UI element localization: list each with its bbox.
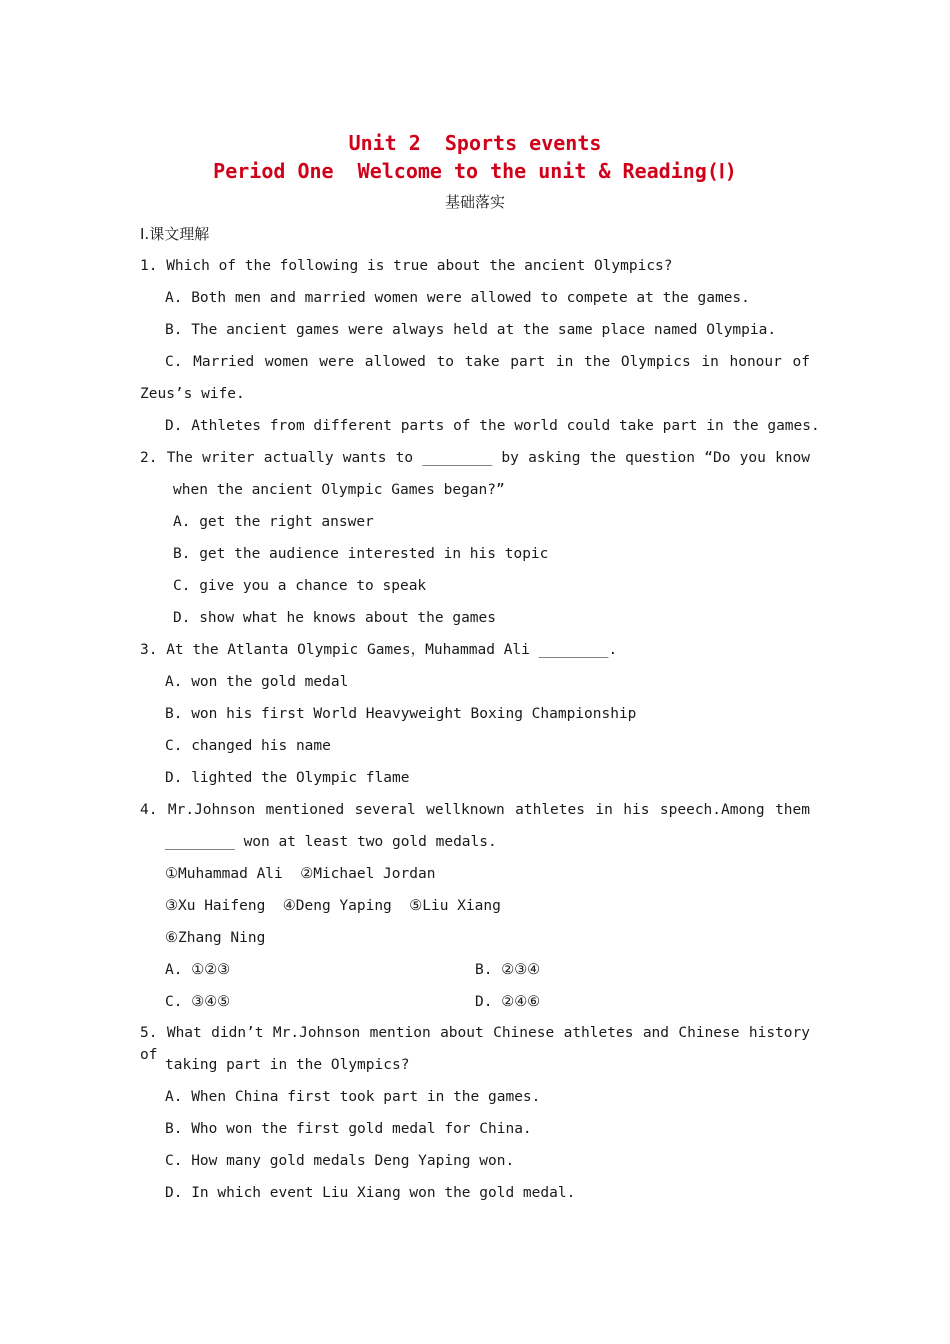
option-a: A. get the right answer	[173, 514, 374, 530]
option-d: D. lighted the Olympic flame	[165, 770, 410, 786]
option-a: A. won the gold medal	[165, 674, 349, 690]
question-stem: 4. Mr.Johnson mentioned several wellknown athletes in his speech.Among them	[140, 802, 810, 818]
option-b: B. The ancient games were always held at the same place named Olympia.	[165, 322, 777, 338]
question-stem-continued: ________ won at least two gold medals.	[165, 834, 497, 850]
question-stem: 2. The writer actually wants to ________ by asking the question “Do you know	[140, 450, 810, 466]
athlete-list-line: ⑥Zhang Ning	[165, 930, 266, 946]
section-label: Ⅰ.课文理解	[140, 225, 210, 243]
option-b: B. ②③④	[475, 962, 541, 978]
question-stem-continued: taking part in the Olympics?	[165, 1057, 410, 1073]
question-stem: 1. Which of the following is true about the ancient Olympics?	[140, 258, 673, 274]
question-stem: 3. At the Atlanta Olympic Games，Muhammad Ali ________.	[140, 642, 618, 658]
option-a: A. ①②③	[165, 962, 231, 978]
period-title: Period One Welcome to the unit & Reading(Ⅰ)	[213, 159, 737, 183]
option-c: C. How many gold medals Deng Yaping won.	[165, 1153, 515, 1169]
option-b: B. Who won the first gold medal for China.	[165, 1121, 532, 1137]
option-c: C. Married women were allowed to take part in the Olympics in honour of	[165, 354, 810, 370]
option-a: A. When China first took part in the games.	[165, 1089, 541, 1105]
athlete-list-line: ③Xu Haifeng ④Deng Yaping ⑤Liu Xiang	[165, 898, 501, 914]
option-c: C. ③④⑤	[165, 994, 231, 1010]
option-d: D. ②④⑥	[475, 994, 541, 1010]
option-c: C. changed his name	[165, 738, 331, 754]
option-d: D. Athletes from different parts of the world could take part in the games.	[165, 418, 820, 434]
option-d: D. show what he knows about the games	[173, 610, 497, 626]
option-b: B. won his first World Heavyweight Boxing Championship	[165, 706, 637, 722]
option-c-continued: Zeus’s wife.	[140, 386, 245, 402]
section-subtitle: 基础落实	[444, 193, 505, 211]
question-stem: 5. What didn’t Mr.Johnson mention about Chinese athletes and Chinese history of	[140, 1025, 810, 1063]
athlete-list-line: ①Muhammad Ali ②Michael Jordan	[165, 866, 436, 882]
option-c: C. give you a chance to speak	[173, 578, 427, 594]
unit-title: Unit 2 Sports events	[348, 131, 602, 155]
option-d: D. In which event Liu Xiang won the gold medal.	[165, 1185, 576, 1201]
option-a: A. Both men and married women were allowed to compete at the games.	[165, 290, 750, 306]
question-stem-continued: when the ancient Olympic Games began?”	[173, 482, 505, 498]
option-b: B. get the audience interested in his topic	[173, 546, 549, 562]
